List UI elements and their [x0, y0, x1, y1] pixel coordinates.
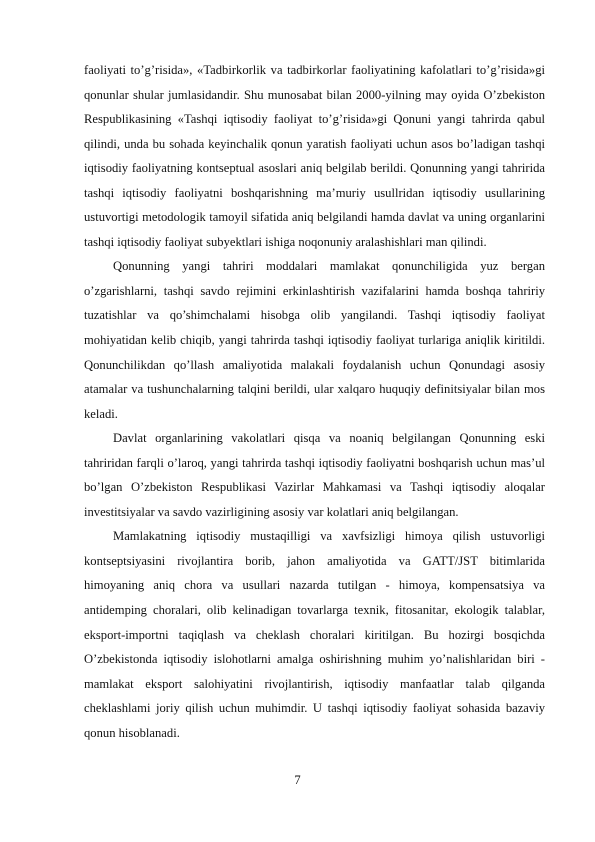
paragraph: Davlat organlarining vakolatlari qisqa va noaniq belgilangan Qonunning eski tahriridan farqli o’laroq, yangi tahrirda tashqi iqtisodiy faoliyatni boshqarish uchun mas’ul bo’lgan O’zbekiston Respublikasi Vazirlar Mahkamasi va Tashqi iqtisodiy aloqalar investitsiyalar va savdo vazirligining asosiy var kolatlari aniq belgilangan. [84, 431, 545, 519]
paragraph: Mamlakatning iqtisodiy mustaqilligi va xavfsizligi himoya qilish ustuvorligi kontseptsiyasini rivojlantira borib, jahon amaliyotida va GATT/JST bitimlarida himoyaning aniq chora va usullari nazarda tutilgan - himoya, kompensatsiya va antidemping choralari, olib kelinadigan tovarlarga texnik, fitosanitar, ekologik talablar, eksport-importni taqiqlash va cheklash choralari kiritilgan. Bu hozirgi bosqichda O’zbekistonda iqtisodiy islohotlarni amalga oshirishning muhim yo’nalishlaridan biri - mamlakat eksport salohiyatini rivojlantirish, iqtisodiy manfaatlar talab qilganda cheklashlami joriy qilish uchun muhimdir. U tashqi iqtisodiy faoliyat sohasida bazaviy qonun hisoblanadi. [84, 529, 545, 740]
paragraph-continuation: faoliyati to’g’risida», «Tadbirkorlik va tadbirkorlar faoliyatining kafolatlari to’g’risida»gi qonunlar shular jumlasidandir. Shu munosabat bilan 2000-yilning may oyida O’zbekiston Respublikasining «Tashqi iqtisodiy faoliyat to’g’risida»gi Qonuni yangi tahrirda qabul qilindi, unda bu sohada keyinchalik qonun yaratish faoliyati uchun asos bo’ladigan tashqi iqtisodiy faoliyatning kontseptual asoslari aniq belgilab berildi. Qonunning yangi tahririda tashqi iqtisodiy faoliyatni boshqarishning ma’muriy usullridan iqtisodiy usullarining ustuvortigi metodologik tamoyil sifatida aniq belgilandi hamda davlat va uning organlarini tashqi iqtisodiy faoliyat subyektlari ishiga noqonuniy aralashishlari man qilindi. [84, 63, 545, 249]
page-body [84, 58, 545, 745]
paragraph: Qonunning yangi tahriri moddalari mamlakat qonunchiligida yuz bergan o’zgarishlarni, tashqi savdo rejimini erkinlashtirish vazifalarini hamda boshqa tahririy tuzatishlar va qo’shimchalami hisobga olib yangilandi. Tashqi iqtisodiy faoliyat mohiyatidan kelib chiqib, yangi tahrirda tashqi iqtisodiy faoliyat turlariga aniqlik kiritildi. Qonunchilikdan qo’llash amaliyotida malakali foydalanish uchun Qonundagi asosiy atamalar va tushunchalarning talqini berildi, ular xalqaro huquqiy definitsiyalar bilan mos keladi. [84, 259, 545, 421]
page-number: 7 [294, 773, 301, 787]
